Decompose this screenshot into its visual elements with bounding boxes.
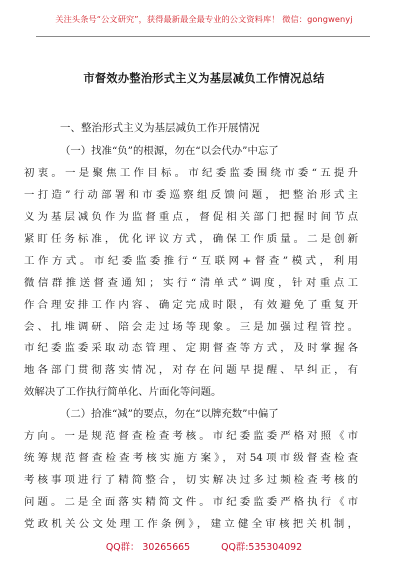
section-heading: 一、整治形式主义为基层减负工作开展情况 (60, 122, 260, 134)
body-line: 问题。二是全面落实精简文件。市纪委监委严格执行《市 (24, 496, 358, 508)
body-line: （二）拾准“减”的要点，勿在“以牌充数”中偏了 (60, 408, 279, 421)
header-divider (36, 36, 370, 37)
footer-contacts (0, 539, 408, 553)
body-line: 初衷。一是聚焦工作目标。市纪委监委围绕市委“五提升 (24, 166, 358, 179)
body-line: 市纪委监委采取动态管理、定期督查等方式，及时掌握各 (24, 342, 358, 355)
header-notice: 关注头条号“公文研究”，获得最新最全最专业的公文资料库！ 微信：gongwenyj (55, 14, 353, 24)
body-line: 考核事项进行了精简整合，切实解决过多过频检查考核的 (24, 474, 358, 487)
body-line: 工作方式。市纪委监委推行“互联网+督查”模式，利用 (24, 254, 358, 267)
body-line: 效解决了工作执行简单化、片面化等问题。 (24, 386, 222, 399)
document-title: 市督效办整治形式主义为基层减负工作情况总结 (83, 71, 325, 85)
body-line: 统筹规范督查检查考核实施方案》，对54项市级督查检查 (24, 452, 358, 465)
footer-qq-group-1: QQ群： 30265665 (105, 542, 191, 553)
footer-qq-group-2: QQ群:535304092 (221, 542, 303, 553)
body-line: 党政机关公文处理工作条例》，建立健全审核把关机制， (24, 517, 358, 530)
body-line: 微信群推送督查通知；实行“清单式”调度，针对重点工 (24, 276, 358, 289)
body-line: 紧盯任务标准，优化评议方式，确保工作质量。二是创新 (24, 232, 358, 245)
body-line: 地各部门贯彻落实情况，对存在问题早提醒、早纠正，有 (24, 364, 358, 377)
body-text (24, 141, 358, 536)
body-line: （一）找准“负”的根源，勿在“以会代办”中忘了 (60, 145, 279, 157)
body-line: 一打造”行动部署和市委巡察组反馈问题，把整治形式主 (24, 188, 358, 201)
body-line: 会、扎堆调研、陪会走过场等现象。三是加强过程管控。 (24, 320, 358, 333)
body-line: 方向。一是规范督查检查考核。市纪委监委严格对照《市 (24, 430, 358, 443)
body-line: 义为基层减负作为监督重点，督促相关部门把握时间节点 (24, 210, 358, 223)
body-line: 作合理安排工作内容、确定完成时限，有效避免了重复开 (24, 298, 358, 311)
